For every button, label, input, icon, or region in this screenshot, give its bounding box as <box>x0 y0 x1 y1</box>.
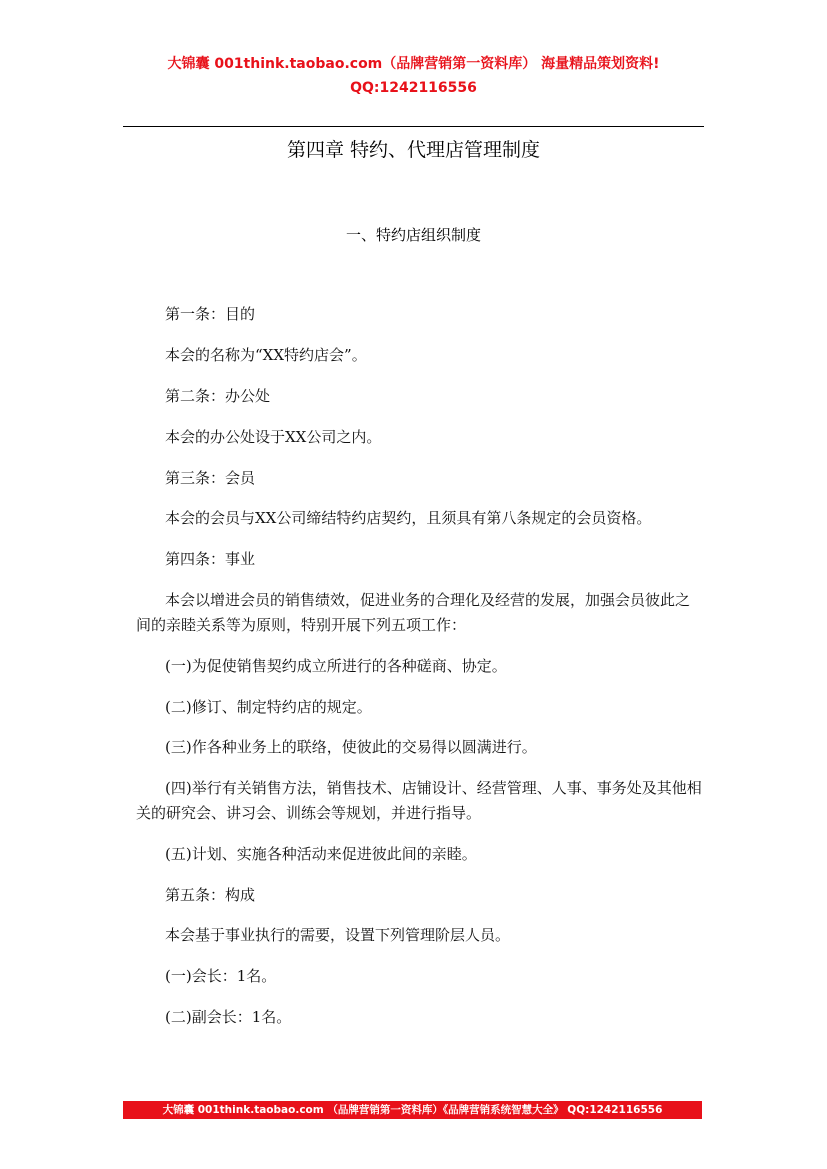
document-body <box>136 302 704 1046</box>
page-header <box>0 52 827 100</box>
paragraph: 本会基于事业执行的需要，设置下列管理阶层人员。 <box>165 926 511 945</box>
header-line-2: QQ:1242116556 <box>350 80 477 96</box>
list-item: (五)计划、实施各种活动来促进彼此间的亲睦。 <box>165 844 477 863</box>
article-heading: 第一条：目的 <box>165 305 256 323</box>
header-divider <box>123 126 704 127</box>
list-item: (一)会长：1名。 <box>165 967 277 986</box>
paragraph: 本会的办公处设于XX公司之内。 <box>165 427 382 446</box>
chapter-title: 第四章 特约、代理店管理制度 <box>286 139 541 161</box>
article-heading: 第五条：构成 <box>165 885 256 904</box>
article-heading: 第三条：会员 <box>165 468 256 487</box>
header-line-1: 大锦囊 001think.taobao.com（品牌营销第一资料库） 海量精品策划资料! <box>167 56 660 72</box>
article-heading: 第二条：办公处 <box>165 386 271 405</box>
section-title: 一、特约店组织制度 <box>345 226 481 244</box>
paragraph: 本会的名称为“XX特约店会”。 <box>165 345 367 364</box>
list-item: (二)副会长：1名。 <box>165 1008 292 1027</box>
list-item: (一)为促使销售契约成立所进行的各种磋商、协定。 <box>165 656 507 675</box>
page-footer: 大锦囊 001think.taobao.com （品牌营销第一资料库）《品牌营销系统智慧大全》 QQ:1242116556 <box>123 1101 702 1119</box>
article-heading: 第四条：事业 <box>165 550 256 569</box>
paragraph: 本会以增进会员的销售绩效，促进业务的合理化及经营的发展，加强会员彼此之间的亲睦关系等为原则，特别开展下列五项工作： <box>136 591 691 634</box>
paragraph: 本会的会员与XX公司缔结特约店契约，且须具有第八条规定的会员资格。 <box>165 509 652 528</box>
list-item: (四)举行有关销售方法，销售技术、店铺设计、经营管理、人事、事务处及其他相关的研究会、讲习会、训练会等规划，并进行指导。 <box>136 779 702 822</box>
list-item: (二)修订、制定特约店的规定。 <box>165 697 372 716</box>
list-item: (三)作各种业务上的联络，使彼此的交易得以圆满进行。 <box>165 738 537 757</box>
